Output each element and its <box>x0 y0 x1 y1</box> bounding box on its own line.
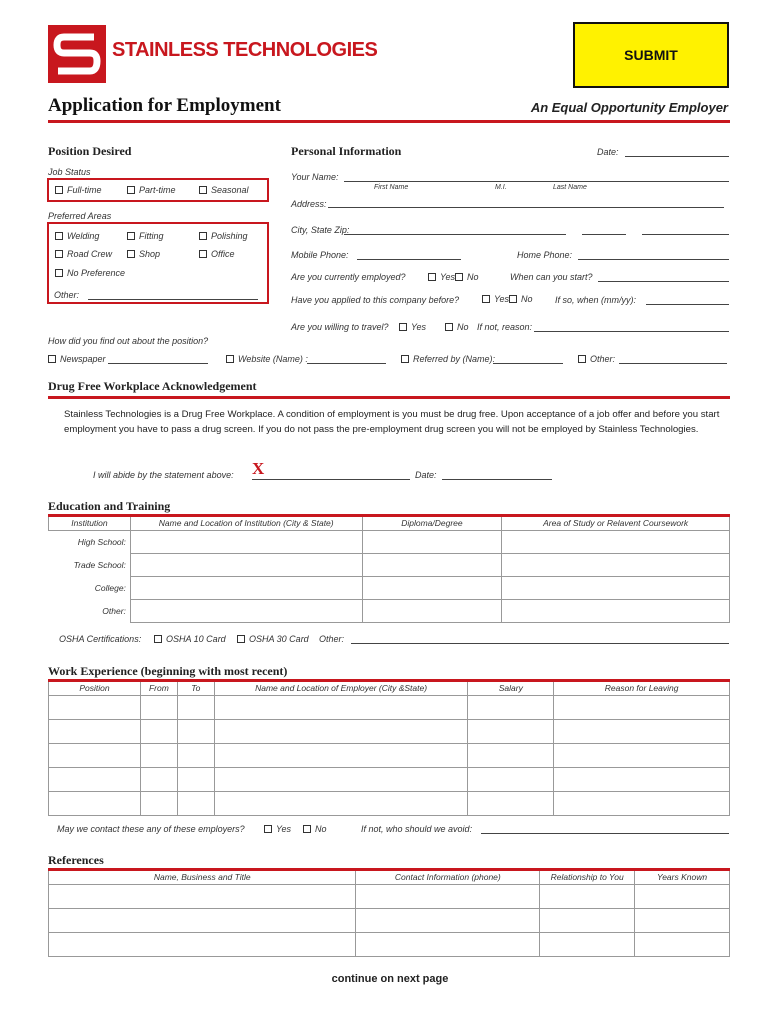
osha30-option[interactable]: OSHA 30 Card <box>237 634 309 644</box>
table-row <box>49 743 730 767</box>
checkbox-icon[interactable] <box>226 355 234 363</box>
osha-label: OSHA Certifications: <box>59 634 142 644</box>
col-name-business: Name, Business and Title <box>49 871 356 884</box>
referred-field[interactable] <box>493 363 563 364</box>
table-cell[interactable] <box>540 884 635 908</box>
drug-divider <box>48 396 730 399</box>
drug-statement: Stainless Technologies is a Drug Free Workplace. A condition of employment is you must be drug free. Upon acceptance of a job offer and before you start employment you have to pass a drug screen. If you do not pass the pre-employment drug screen you will not be employed by Stainless Technologies. <box>64 409 720 435</box>
applied-yes[interactable]: Yes <box>482 294 509 304</box>
education-table <box>48 517 730 623</box>
table-cell[interactable] <box>356 884 540 908</box>
row-label: Other: <box>102 605 126 616</box>
checkbox-icon[interactable] <box>401 355 409 363</box>
table-cell[interactable] <box>554 767 730 791</box>
table-row <box>49 932 730 956</box>
fitting-option[interactable]: Fitting <box>127 231 164 241</box>
table-row <box>49 884 730 908</box>
employed-yes[interactable]: Yes <box>428 272 455 282</box>
checkbox-icon[interactable] <box>578 355 586 363</box>
table-cell[interactable] <box>214 791 468 815</box>
fulltime-option[interactable]: Full-time <box>55 185 102 195</box>
checkbox-icon[interactable] <box>55 186 63 194</box>
table-cell[interactable] <box>540 908 635 932</box>
table-cell[interactable] <box>140 719 177 743</box>
date-label: Date: <box>597 147 619 157</box>
page-title: Application for Employment <box>48 95 281 116</box>
employed-question: Are you currently employed? <box>291 272 406 282</box>
checkbox-icon[interactable] <box>264 825 272 833</box>
abide-label: I will abide by the statement above: <box>93 470 234 480</box>
brand-name: STAINLESS TECHNOLOGIES <box>112 39 378 61</box>
name-field[interactable] <box>344 181 729 182</box>
table-cell[interactable] <box>130 576 362 599</box>
row-label: Trade School: <box>73 559 126 570</box>
other-area-label: Other: <box>54 290 80 300</box>
travel-question: Are you willing to travel? <box>291 322 389 332</box>
table-cell[interactable] <box>554 695 730 719</box>
table-cell[interactable] <box>502 530 730 553</box>
table-cell[interactable] <box>502 599 730 622</box>
contact-no[interactable]: No <box>303 824 327 834</box>
mobile-label: Mobile Phone: <box>291 250 349 260</box>
signature-field[interactable] <box>252 479 410 480</box>
table-cell[interactable] <box>49 932 356 956</box>
col-reason: Reason for Leaving <box>554 682 730 695</box>
table-cell[interactable] <box>177 695 214 719</box>
table-cell[interactable] <box>177 743 214 767</box>
polishing-option[interactable]: Polishing <box>199 231 248 241</box>
preferred-areas-label: Preferred Areas <box>48 211 112 221</box>
checkbox-icon[interactable] <box>482 295 490 303</box>
table-cell[interactable] <box>362 576 502 599</box>
city-field[interactable] <box>344 234 566 235</box>
city-label: City, State Zip: <box>291 225 350 235</box>
table-cell[interactable] <box>540 932 635 956</box>
row-label: High School: <box>77 536 126 547</box>
signature-x-mark: X <box>252 459 265 478</box>
table-cell[interactable] <box>635 932 730 956</box>
checkbox-icon[interactable] <box>154 635 162 643</box>
findout-other-option[interactable]: Other: <box>578 354 615 364</box>
employed-no[interactable]: No <box>455 272 479 282</box>
mi-caption: M.I. <box>495 184 507 191</box>
your-name-label: Your Name: <box>291 172 339 182</box>
table-cell[interactable] <box>130 530 362 553</box>
mobile-field[interactable] <box>357 259 461 260</box>
checkbox-icon[interactable] <box>55 250 63 258</box>
table-cell[interactable] <box>130 599 362 622</box>
table-cell[interactable] <box>635 908 730 932</box>
col-diploma: Diploma/Degree <box>362 517 502 530</box>
col-from: From <box>140 682 177 695</box>
table-cell[interactable] <box>177 791 214 815</box>
work-heading: Work Experience (beginning with most recent) <box>48 664 288 678</box>
ifnot-reason-label: If not, reason: <box>477 322 533 332</box>
table-cell[interactable] <box>140 767 177 791</box>
title-divider <box>48 120 730 123</box>
table-cell[interactable] <box>49 884 356 908</box>
drug-date-field[interactable] <box>442 479 552 480</box>
table-cell[interactable] <box>635 884 730 908</box>
col-institution: Institution <box>49 517 131 530</box>
applied-no[interactable]: No <box>509 294 533 304</box>
table-cell[interactable] <box>140 791 177 815</box>
table-cell[interactable] <box>362 553 502 576</box>
table-row <box>49 553 730 576</box>
references-table <box>48 871 730 957</box>
referred-option[interactable]: Referred by (Name): <box>401 354 495 364</box>
company-logo <box>48 25 378 85</box>
table-cell[interactable] <box>468 743 554 767</box>
table-cell[interactable] <box>49 908 356 932</box>
checkbox-icon[interactable] <box>399 323 407 331</box>
shop-option[interactable]: Shop <box>127 249 160 259</box>
col-years-known: Years Known <box>635 871 730 884</box>
address-label: Address: <box>291 199 327 209</box>
equal-opportunity-tagline: An Equal Opportunity Employer <box>530 100 728 115</box>
table-cell[interactable] <box>49 743 141 767</box>
ifso-question: If so, when (mm/yy): <box>555 295 637 305</box>
osha-other-label: Other: <box>319 634 345 644</box>
table-cell[interactable] <box>362 530 502 553</box>
checkbox-icon[interactable] <box>127 250 135 258</box>
osha-other-field[interactable] <box>351 643 729 644</box>
other-area-field[interactable] <box>88 299 258 300</box>
table-cell[interactable] <box>140 695 177 719</box>
table-cell[interactable] <box>502 553 730 576</box>
references-heading: References <box>48 853 104 867</box>
newspaper-option[interactable]: Newspaper <box>48 354 106 364</box>
table-cell[interactable] <box>130 553 362 576</box>
avoid-field[interactable] <box>481 833 729 834</box>
education-header-row <box>49 517 730 530</box>
checkbox-icon[interactable] <box>48 355 56 363</box>
table-cell[interactable] <box>49 719 141 743</box>
table-row <box>49 791 730 815</box>
travel-no[interactable]: No <box>445 322 469 332</box>
newspaper-field[interactable] <box>108 363 208 364</box>
table-cell[interactable] <box>214 743 468 767</box>
logo-s-icon <box>48 25 106 83</box>
table-cell[interactable] <box>554 791 730 815</box>
table-cell[interactable] <box>214 767 468 791</box>
checkbox-icon[interactable] <box>428 273 436 281</box>
checkbox-icon[interactable] <box>127 186 135 194</box>
table-cell[interactable] <box>49 791 141 815</box>
table-cell[interactable] <box>177 767 214 791</box>
contact-question: May we contact these any of these employers? <box>57 824 245 834</box>
col-employer: Name and Location of Employer (City &State) <box>214 682 468 695</box>
checkbox-icon[interactable] <box>303 825 311 833</box>
checkbox-icon[interactable] <box>199 186 207 194</box>
table-cell[interactable] <box>214 719 468 743</box>
ifso-field[interactable] <box>646 304 729 305</box>
checkbox-icon[interactable] <box>199 232 207 240</box>
findout-question: How did you find out about the position? <box>48 336 209 346</box>
table-cell[interactable] <box>356 932 540 956</box>
table-row <box>49 530 730 553</box>
work-header-row <box>49 682 730 695</box>
table-row <box>49 719 730 743</box>
findout-other-field[interactable] <box>619 363 727 364</box>
table-cell[interactable] <box>177 719 214 743</box>
table-cell[interactable] <box>140 743 177 767</box>
col-relationship: Relationship to You <box>540 871 635 884</box>
table-cell[interactable] <box>468 767 554 791</box>
home-label: Home Phone: <box>517 250 573 260</box>
state-field[interactable] <box>582 234 626 235</box>
address-field[interactable] <box>328 207 724 208</box>
seasonal-option[interactable]: Seasonal <box>199 185 249 195</box>
table-cell[interactable] <box>554 719 730 743</box>
checkbox-icon[interactable] <box>55 232 63 240</box>
parttime-option[interactable]: Part-time <box>127 185 176 195</box>
website-option[interactable]: Website (Name) : <box>226 354 308 364</box>
table-cell[interactable] <box>49 767 141 791</box>
table-cell[interactable] <box>356 908 540 932</box>
table-row <box>49 576 730 599</box>
osha10-option[interactable]: OSHA 10 Card <box>154 634 226 644</box>
table-row <box>49 599 730 622</box>
drug-heading: Drug Free Workplace Acknowledgement <box>48 379 257 393</box>
last-name-caption: Last Name <box>553 184 587 191</box>
col-position: Position <box>49 682 141 695</box>
home-field[interactable] <box>578 259 729 260</box>
references-header-row <box>49 871 730 884</box>
col-institution-name: Name and Location of Institution (City & State) <box>130 517 362 530</box>
nopreference-option[interactable]: No Preference <box>55 268 125 278</box>
submit-button[interactable]: SUBMIT <box>573 22 729 88</box>
table-cell[interactable] <box>468 791 554 815</box>
row-label: College: <box>94 582 126 593</box>
col-contact-info: Contact Information (phone) <box>356 871 540 884</box>
welding-option[interactable]: Welding <box>55 231 99 241</box>
checkbox-icon[interactable] <box>509 295 517 303</box>
checkbox-icon[interactable] <box>445 323 453 331</box>
table-cell[interactable] <box>468 719 554 743</box>
position-heading: Position Desired <box>48 144 132 158</box>
drug-date-label: Date: <box>415 470 437 480</box>
avoid-question: If not, who should we avoid: <box>361 824 473 834</box>
checkbox-icon[interactable] <box>127 232 135 240</box>
education-heading: Education and Training <box>48 499 171 513</box>
date-field[interactable] <box>625 156 729 157</box>
applied-question: Have you applied to this company before? <box>291 295 460 305</box>
zip-field[interactable] <box>642 234 729 235</box>
table-cell[interactable] <box>362 599 502 622</box>
table-cell[interactable] <box>554 743 730 767</box>
personal-heading: Personal Information <box>291 144 402 158</box>
roadcrew-option[interactable]: Road Crew <box>55 249 112 259</box>
col-area-study: Area of Study or Relavent Coursework <box>502 517 730 530</box>
table-cell[interactable] <box>468 695 554 719</box>
website-field[interactable] <box>307 363 386 364</box>
checkbox-icon[interactable] <box>199 250 207 258</box>
table-cell[interactable] <box>502 576 730 599</box>
start-field[interactable] <box>598 281 729 282</box>
office-option[interactable]: Office <box>199 249 235 259</box>
checkbox-icon[interactable] <box>55 269 63 277</box>
reason-field[interactable] <box>534 331 729 332</box>
checkbox-icon[interactable] <box>455 273 463 281</box>
table-cell[interactable] <box>214 695 468 719</box>
table-row <box>49 695 730 719</box>
start-question: When can you start? <box>510 272 593 282</box>
table-row <box>49 767 730 791</box>
first-name-caption: First Name <box>374 184 409 191</box>
continue-footer: continue on next page <box>331 973 449 985</box>
job-status-label: Job Status <box>48 167 91 177</box>
table-row <box>49 908 730 932</box>
table-cell[interactable] <box>49 695 141 719</box>
contact-yes[interactable]: Yes <box>264 824 291 834</box>
checkbox-icon[interactable] <box>237 635 245 643</box>
travel-yes[interactable]: Yes <box>399 322 426 332</box>
col-to: To <box>177 682 214 695</box>
work-table <box>48 682 730 816</box>
col-salary: Salary <box>468 682 554 695</box>
